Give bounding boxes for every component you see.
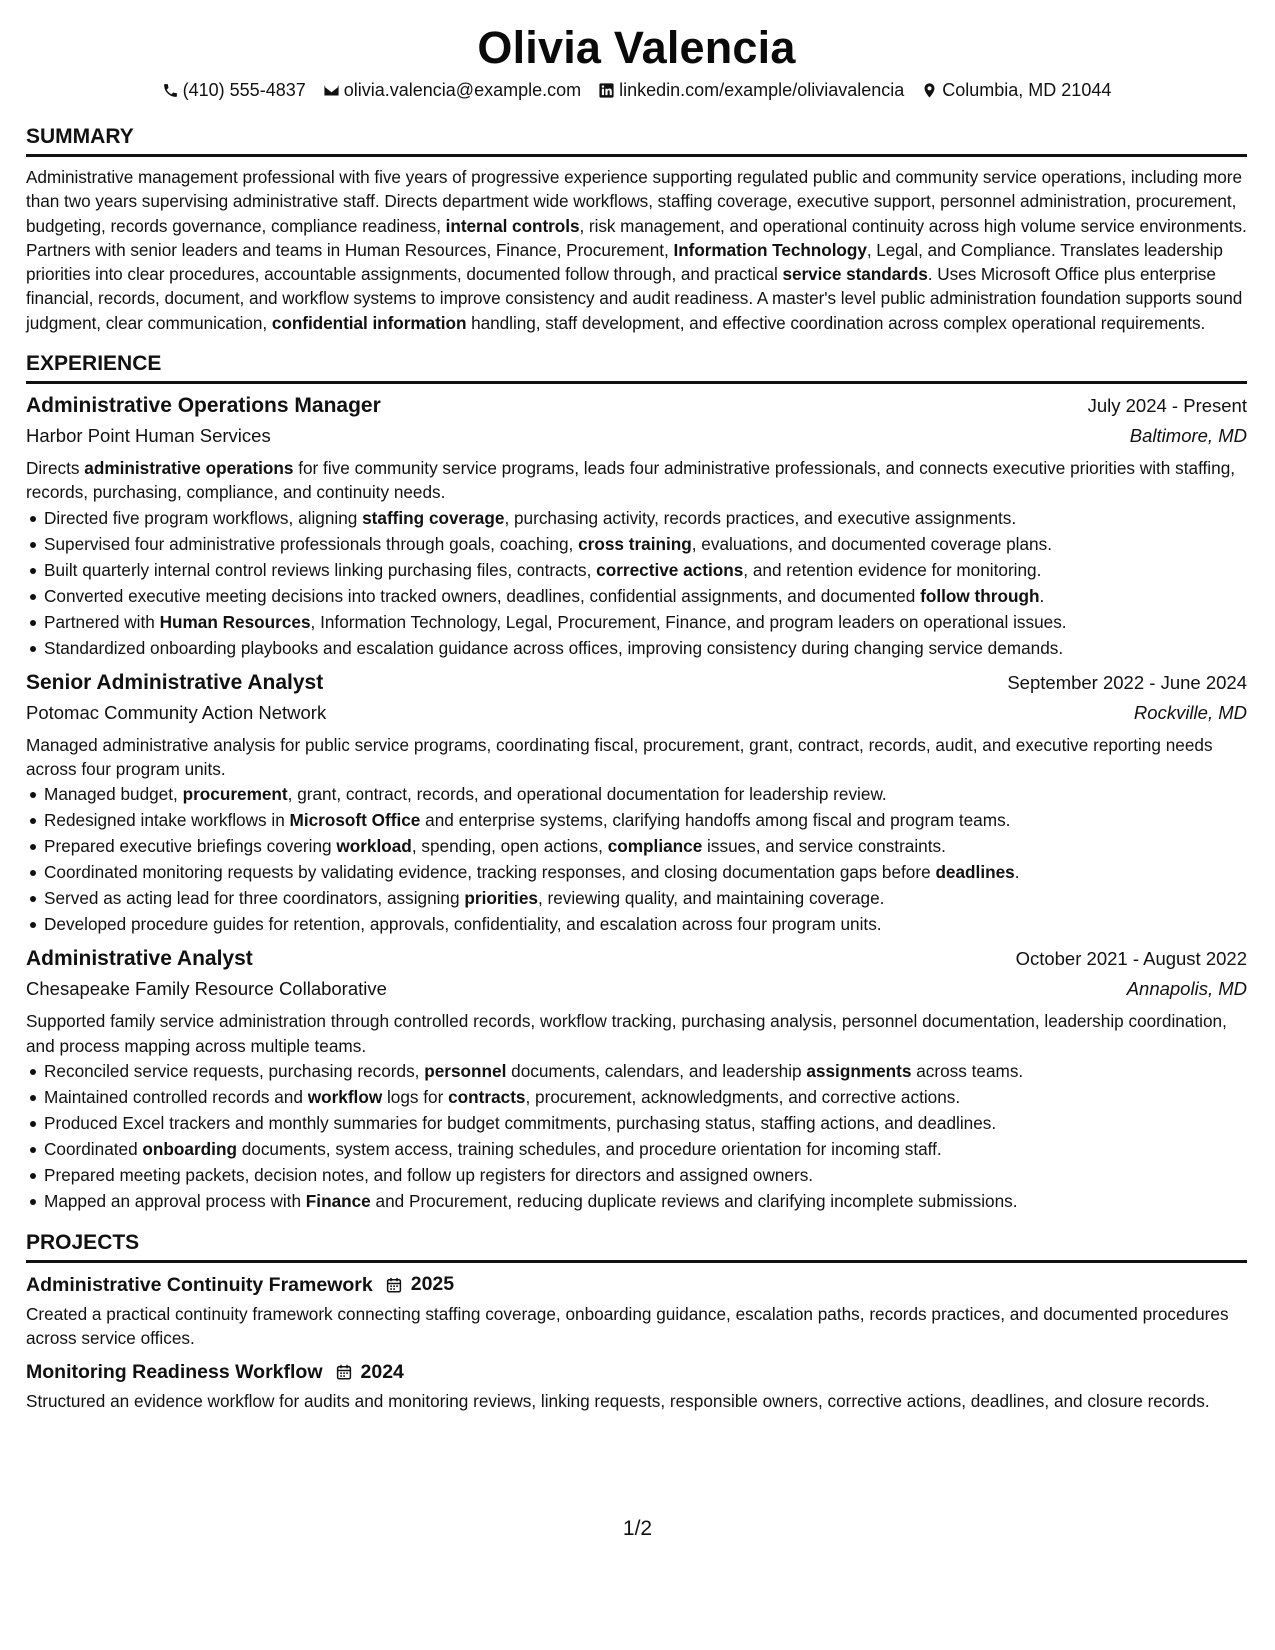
job-location: Rockville, MD xyxy=(1133,701,1247,723)
bold-keyword: staffing coverage xyxy=(362,507,505,528)
job-header xyxy=(26,944,1247,974)
text-segment: and Procurement, reducing duplicate reviews and clarifying incomplete submissions. xyxy=(370,1190,1018,1211)
map-pin-icon xyxy=(921,82,938,99)
text-segment: documents, calendars, and leadership xyxy=(506,1060,807,1081)
text-segment: , grant, contract, records, and operational documentation for leadership review. xyxy=(287,784,887,805)
bold-keyword: Microsoft Office xyxy=(289,810,421,831)
text-segment: . xyxy=(1039,585,1045,606)
job-bullets xyxy=(26,781,1247,937)
job-subheader xyxy=(26,698,1247,728)
project-title: Administrative Continuity Framework xyxy=(26,1273,373,1296)
text-segment: Developed procedure guides for retention, approvals, confidentiality, and escalation across four program units. xyxy=(44,914,882,935)
job-header xyxy=(26,391,1247,421)
text-segment: , and retention evidence for monitoring. xyxy=(743,559,1042,580)
linkedin-text[interactable]: linkedin.com/example/oliviavalencia xyxy=(619,80,905,100)
text-segment: across teams. xyxy=(911,1060,1024,1081)
project-year xyxy=(385,1273,454,1296)
bullet-item xyxy=(44,505,1247,531)
text-segment: logs for xyxy=(382,1086,449,1107)
bold-keyword: Information Technology xyxy=(673,239,867,260)
text-segment: Converted executive meeting decisions into tracked owners, deadlines, confidential assignments, and documented xyxy=(44,585,921,606)
section-title-experience: EXPERIENCE xyxy=(26,351,1247,384)
section-title-summary: SUMMARY xyxy=(26,124,1247,157)
bold-keyword: service standards xyxy=(782,264,928,285)
phone-icon xyxy=(162,82,179,99)
contact-linkedin[interactable] xyxy=(598,78,904,102)
text-segment: Produced Excel trackers and monthly summaries for budget commitments, purchasing status, staffing actions, and deadlines. xyxy=(44,1112,997,1133)
text-segment: Directs xyxy=(26,458,85,479)
contact-phone xyxy=(162,78,306,102)
bullet-item xyxy=(44,807,1247,833)
candidate-name: Olivia Valencia xyxy=(477,22,796,73)
resume-page xyxy=(26,0,1247,1414)
job-bullets xyxy=(26,505,1247,661)
calendar-icon xyxy=(385,1276,403,1294)
projects-list xyxy=(26,1272,1247,1414)
bullet-item xyxy=(44,635,1247,661)
text-segment: , purchasing activity, records practices, and executive assignments. xyxy=(504,507,1017,528)
project-title: Monitoring Readiness Workflow xyxy=(26,1361,323,1384)
experience-section xyxy=(26,351,1247,1214)
text-segment: Built quarterly internal control reviews linking purchasing files, contracts, xyxy=(44,559,597,580)
bold-keyword: Human Resources xyxy=(159,611,311,632)
bullet-item xyxy=(44,859,1247,885)
project-year-text: 2025 xyxy=(410,1273,455,1296)
text-segment: Prepared executive briefings covering xyxy=(44,836,337,857)
bullet-item xyxy=(44,583,1247,609)
text-segment: Partnered with xyxy=(44,611,160,632)
bullet-item xyxy=(44,1058,1247,1084)
job-dates: September 2022 - June 2024 xyxy=(1007,671,1247,693)
bullet-item xyxy=(44,609,1247,635)
project-header xyxy=(26,1359,1247,1385)
phone-text: (410) 555-4837 xyxy=(182,80,306,100)
project-header xyxy=(26,1272,1247,1298)
bold-keyword: contracts xyxy=(448,1086,526,1107)
bold-keyword: confidential information xyxy=(271,312,467,333)
job-company: Chesapeake Family Resource Collaborative xyxy=(26,978,387,1000)
text-segment: , risk management, and operational continuity across high volume service environments. Partners with senior leaders and teams in Human Resources, Finance, Procurement, xyxy=(26,215,1247,260)
job-company: Harbor Point Human Services xyxy=(26,425,271,447)
bold-keyword: Finance xyxy=(305,1190,371,1211)
job-description xyxy=(26,1009,1247,1058)
bold-keyword: assignments xyxy=(806,1060,912,1081)
projects-section xyxy=(26,1230,1247,1414)
bullet-item xyxy=(44,885,1247,911)
bullet-item xyxy=(44,1188,1247,1214)
bullet-item xyxy=(44,781,1247,807)
job-location: Annapolis, MD xyxy=(1126,978,1247,1000)
project-description: Structured an evidence workflow for audits and monitoring reviews, linking requests, responsible owners, corrective actions, deadlines, and closure records. xyxy=(26,1391,1210,1412)
text-segment: Directed five program workflows, aligning xyxy=(44,507,363,528)
job-description xyxy=(26,733,1247,782)
project-year xyxy=(335,1361,404,1384)
text-segment: . Uses Microsoft Office plus enterprise financial, records, document, and workflow systems to improve consistency and audit readiness. A master's level public administration foundation supports sound judgment, clear communication, xyxy=(26,264,1243,333)
job-company: Potomac Community Action Network xyxy=(26,701,327,723)
text-segment: Coordinated xyxy=(44,1138,143,1159)
jobs-list xyxy=(26,391,1247,1214)
bullet-item xyxy=(44,1162,1247,1188)
bold-keyword: priorities xyxy=(464,888,538,909)
bullet-item xyxy=(44,531,1247,557)
bullet-item xyxy=(44,911,1247,937)
text-segment: , spending, open actions, xyxy=(411,836,608,857)
project-description: Created a practical continuity framework connecting staffing coverage, onboarding guidance, escalation paths, records practices, and documented procedures across service offices. xyxy=(26,1303,1229,1349)
bold-keyword: compliance xyxy=(607,836,703,857)
text-segment: Prepared meeting packets, decision notes, and follow up registers for directors and assigned owners. xyxy=(44,1164,814,1185)
job-dates: July 2024 - Present xyxy=(1087,395,1247,417)
text-segment: Supervised four administrative professionals through goals, coaching, xyxy=(44,533,579,554)
bullet-item xyxy=(44,833,1247,859)
job-entry xyxy=(26,391,1247,661)
project-entry xyxy=(26,1359,1247,1413)
page-number: 1/2 xyxy=(622,1517,653,1540)
text-segment: , Legal, and Compliance. Translates leadership priorities into clear procedures, accountable assignments, documented follow through, and practical xyxy=(26,239,1223,285)
contact-location xyxy=(921,78,1111,102)
text-segment: Mapped an approval process with xyxy=(44,1190,306,1211)
text-segment: for five community service programs, leads four administrative professionals, and connects executive priorities with staffing, records, purchasing, compliance, and continuity needs. xyxy=(26,458,1236,503)
contact-bar xyxy=(26,78,1247,102)
bullet-item xyxy=(44,1110,1247,1136)
job-header xyxy=(26,668,1247,698)
bold-keyword: follow through xyxy=(920,585,1040,606)
text-segment: and enterprise systems, clarifying handoffs among fiscal and program teams. xyxy=(420,810,1011,831)
text-segment: Coordinated monitoring requests by validating evidence, tracking responses, and closing documentation gaps before xyxy=(44,862,936,883)
email-text[interactable]: olivia.valencia@example.com xyxy=(343,80,582,100)
section-title-projects: PROJECTS xyxy=(26,1230,1247,1263)
text-segment: Supported family service administration through controlled records, workflow tracking, purchasing analysis, personnel documentation, leadership coordination, and process mapping across multiple teams. xyxy=(26,1011,1227,1056)
job-location: Baltimore, MD xyxy=(1129,425,1247,447)
project-entry xyxy=(26,1272,1247,1351)
text-segment: Standardized onboarding playbooks and escalation guidance across offices, improving consistency during changing service demands. xyxy=(44,637,1064,658)
job-dates: October 2021 - August 2022 xyxy=(1015,948,1247,970)
bold-keyword: internal controls xyxy=(445,215,580,236)
envelope-icon xyxy=(323,82,340,99)
job-entry xyxy=(26,944,1247,1214)
text-segment: , procurement, acknowledgments, and corrective actions. xyxy=(525,1086,961,1107)
bold-keyword: deadlines xyxy=(935,862,1015,883)
text-segment: , Information Technology, Legal, Procurement, Finance, and program leaders on operational issues. xyxy=(310,611,1067,632)
text-segment: Managed budget, xyxy=(44,784,183,805)
text-segment: Maintained controlled records and xyxy=(44,1086,308,1107)
bold-keyword: corrective actions xyxy=(596,559,744,580)
text-segment: issues, and service constraints. xyxy=(702,836,946,857)
bold-keyword: workload xyxy=(336,836,412,857)
calendar-icon xyxy=(335,1363,353,1381)
job-subheader xyxy=(26,974,1247,1004)
location-text: Columbia, MD 21044 xyxy=(942,80,1112,100)
summary-text xyxy=(26,157,1247,335)
job-title: Senior Administrative Analyst xyxy=(26,670,324,694)
bold-keyword: workflow xyxy=(307,1086,383,1107)
contact-email[interactable] xyxy=(323,78,581,102)
text-segment: Reconciled service requests, purchasing records, xyxy=(44,1060,425,1081)
project-year-text: 2024 xyxy=(360,1360,404,1383)
job-title: Administrative Operations Manager xyxy=(26,394,381,418)
bold-keyword: procurement xyxy=(182,784,288,805)
bold-keyword: cross training xyxy=(578,533,692,554)
text-segment: Redesigned intake workflows in xyxy=(44,810,290,831)
bold-keyword: personnel xyxy=(424,1060,507,1081)
text-segment: Administrative management professional with five years of progressive experience supporting regulated public and community service operations, including more than two years supervising administrative staff. Directs department wide workflows, staffing coverage, executive support, personnel administration, procurement, budgeting, records governance, compliance readiness, xyxy=(26,167,1242,236)
text-segment: handling, staff development, and effective coordination across complex operational requirements. xyxy=(466,312,1206,333)
text-segment: documents, system access, training schedules, and procedure orientation for incoming staff. xyxy=(236,1138,942,1159)
bullet-item xyxy=(44,1084,1247,1110)
text-segment: Served as acting lead for three coordinators, assigning xyxy=(44,888,465,909)
job-title: Administrative Analyst xyxy=(26,947,253,971)
bullet-item xyxy=(44,1136,1247,1162)
text-segment: , evaluations, and documented coverage plans. xyxy=(691,533,1052,554)
job-entry xyxy=(26,668,1247,938)
text-segment: Managed administrative analysis for public service programs, coordinating fiscal, procurement, grant, contract, records, audit, and executive reporting needs across four program units. xyxy=(26,734,1213,779)
job-subheader xyxy=(26,421,1247,451)
bullet-item xyxy=(44,557,1247,583)
linkedin-icon xyxy=(598,82,615,99)
bold-keyword: onboarding xyxy=(142,1138,237,1159)
bold-keyword: administrative operations xyxy=(84,458,294,479)
text-segment: , reviewing quality, and maintaining coverage. xyxy=(537,888,885,909)
summary-section xyxy=(26,124,1247,335)
job-bullets xyxy=(26,1058,1247,1214)
text-segment: . xyxy=(1014,862,1020,883)
job-description xyxy=(26,456,1247,505)
